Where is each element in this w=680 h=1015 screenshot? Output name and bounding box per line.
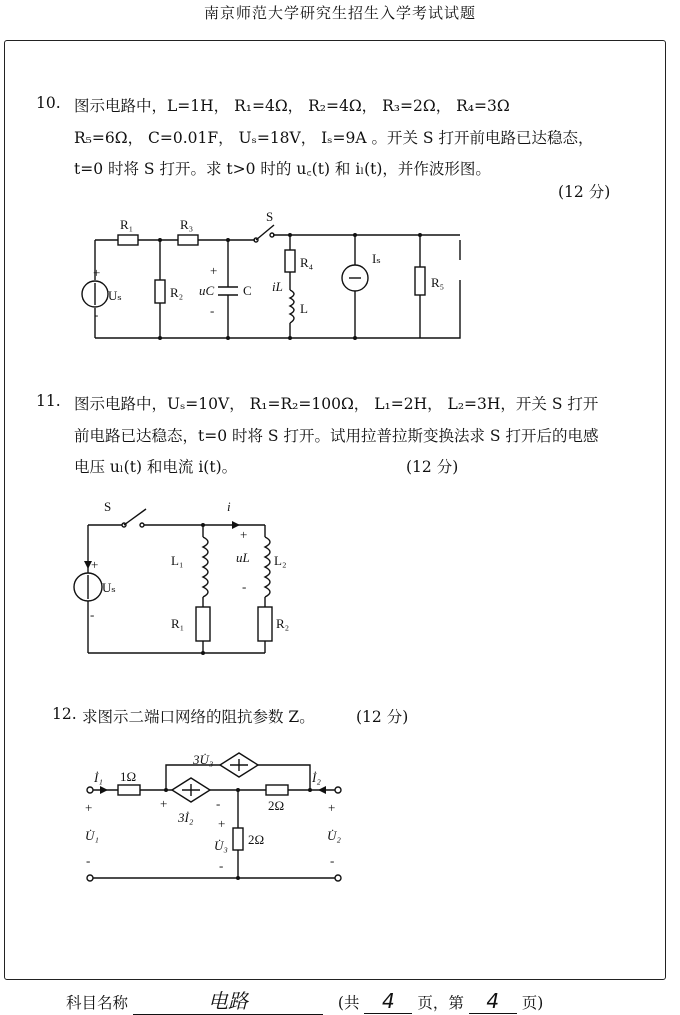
q12-circuit	[80, 750, 360, 890]
q11-label-ul: uL	[236, 550, 250, 565]
q11-label-ul-plus: +	[240, 527, 248, 542]
q10-label-r3: R₃	[180, 217, 194, 232]
q11-label-r1: R₁	[171, 616, 185, 631]
q10-label-il: iL	[272, 279, 283, 294]
q12-label-u2: U̇₂	[327, 828, 341, 843]
q11-label-s: S	[104, 499, 112, 514]
q12-label-u2-plus: +	[328, 800, 336, 815]
q12-label-u3-minus: -	[219, 858, 224, 873]
q10-label-r2: R₂	[170, 285, 184, 300]
q11-label-us-plus: +	[91, 557, 99, 572]
q12-score: (12 分)	[356, 708, 409, 726]
q10-label-r5: R₅	[431, 275, 445, 290]
q12-label-ctrl-top: 3U̇₃	[193, 752, 214, 767]
q11-line3: 电压 uₗ(t) 和电流 i(t)。	[74, 458, 238, 476]
q10-label-is: Iₛ	[372, 251, 381, 266]
q12-label-u3: U̇₃	[214, 838, 228, 853]
q10-label-us: Uₛ	[108, 288, 122, 303]
q12-label-u1-minus: -	[86, 853, 91, 868]
q12-label-u1: U̇₁	[85, 828, 99, 843]
q12-label-i1: İ₁	[94, 770, 103, 785]
q11-score: (12 分)	[406, 458, 459, 476]
q11-label-l2: L₂	[274, 553, 287, 568]
page-footer	[66, 985, 543, 1015]
page-header: 南京师范大学研究生招生入学考试试题	[203, 4, 476, 22]
q10-circuit	[60, 205, 460, 350]
q11-label-us: Uₛ	[102, 580, 116, 595]
footer-subject-label: 科目名称	[66, 994, 129, 1012]
q10-r3	[178, 235, 198, 245]
q12-label-u2-minus: -	[330, 853, 335, 868]
q10-label-r1: R₁	[120, 217, 134, 232]
q10-line1: 图示电路中，L=1H， R₁=4Ω， R₂=4Ω， R₃=2Ω， R₄=3Ω	[74, 97, 510, 115]
footer-page: 4	[486, 989, 500, 1013]
q11-label-r2: R₂	[276, 616, 290, 631]
q12-label-r3: 2Ω	[248, 832, 265, 847]
q10-label-uc-plus: +	[210, 263, 218, 278]
q10-r1	[118, 235, 138, 245]
q10-label-us-plus: +	[93, 265, 101, 280]
q11-label-i: i	[227, 499, 231, 514]
footer-subject: 电路	[207, 989, 248, 1013]
q10-line3: t=0 时将 S 打开。求 t>0 时的 u꜀(t) 和 iₗ(t)，并作波形图。	[74, 160, 491, 178]
q11-label-l1: L₁	[171, 553, 184, 568]
q12-number: 12.	[52, 705, 77, 723]
q11-label-us-minus: -	[90, 607, 95, 622]
q12-label-u1-plus: +	[85, 800, 93, 815]
q12-label-ctrl-mid: 3İ₂	[178, 810, 194, 825]
q11-line1: 图示电路中，Uₛ=10V， R₁=R₂=100Ω， L₁=2H， L₂=3H，开关 S 打开	[74, 395, 599, 413]
footer-total-prefix: (共	[337, 994, 360, 1012]
q10-line2: R₅=6Ω， C=0.01F， Uₛ=18V， Iₛ=9A 。开关 S 打开前电路已达稳态，	[74, 129, 594, 147]
q10-label-uc: uC	[199, 283, 215, 298]
footer-page-mid: 页，第	[417, 994, 464, 1012]
q12-label-i2: İ₂	[312, 770, 321, 785]
q12-text: 求图示二端口网络的阻抗参数 Z。	[82, 708, 315, 726]
q10-score: (12 分)	[558, 183, 611, 201]
q12-label-ctrl-minus: -	[216, 796, 221, 811]
q10-label-l: L	[300, 301, 308, 316]
q11-label-ul-minus: -	[242, 579, 247, 594]
q11-line2: 前电路已达稳态，t=0 时将 S 打开。试用拉普拉斯变换法求 S 打开后的电感	[74, 427, 599, 445]
q12-label-r1: 1Ω	[120, 769, 137, 784]
q11-number: 11.	[36, 392, 61, 410]
q10-label-s: S	[266, 209, 274, 224]
q10-label-r4: R₄	[300, 255, 314, 270]
q12-label-r2: 2Ω	[268, 798, 285, 813]
footer-page-suffix: 页)	[521, 994, 544, 1012]
q11-circuit	[60, 495, 300, 665]
footer-total: 4	[382, 989, 395, 1013]
q10-label-uc-minus: -	[210, 303, 215, 318]
q12-label-u3-plus: +	[218, 816, 226, 831]
q10-number: 10.	[36, 94, 61, 112]
q12-label-ctrl-plus: +	[160, 796, 168, 811]
q10-label-us-minus: -	[94, 307, 99, 322]
q10-label-c: C	[243, 283, 252, 298]
